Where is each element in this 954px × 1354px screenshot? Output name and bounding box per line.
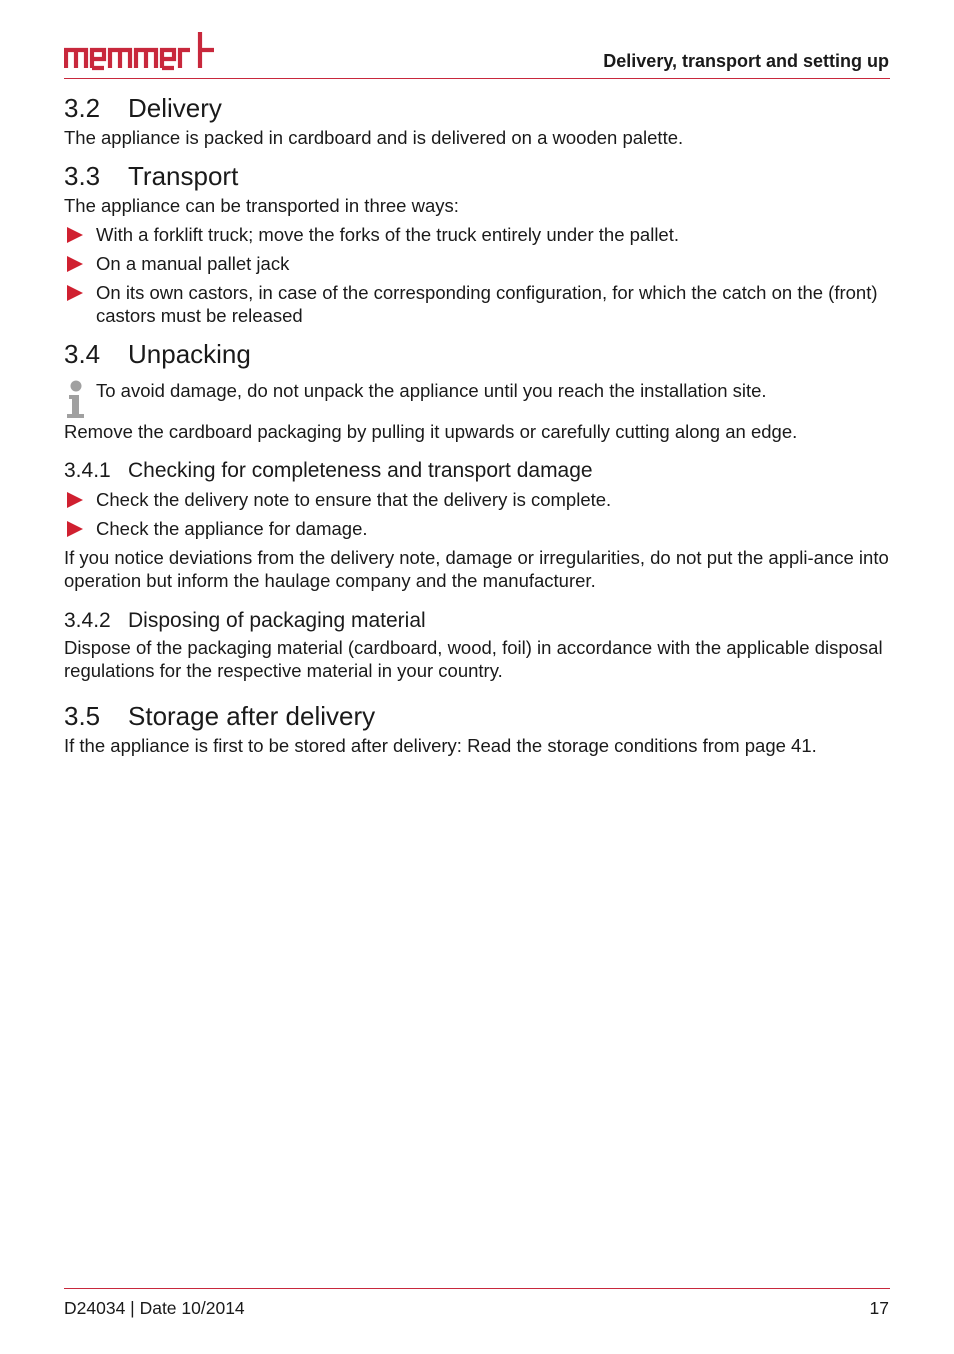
triangle-bullet-icon (67, 227, 83, 243)
section-title: Unpacking (128, 339, 251, 369)
list-item (64, 281, 890, 327)
section-title: Storage after delivery (128, 701, 376, 731)
transport-list (64, 223, 890, 327)
section-title: Delivery (128, 93, 222, 123)
list-item (64, 488, 890, 511)
section-heading-delivery (64, 90, 890, 126)
list-item-text: With a forklift truck; move the forks of the truck entirely under the pallet. (96, 224, 679, 245)
list-item-text: Check the appliance for damage. (96, 518, 368, 539)
section-number: 3.4 (64, 339, 101, 369)
section-heading-unpacking (64, 336, 890, 372)
subsection-title: Checking for completeness and transport damage (128, 459, 593, 482)
list-item-text: On its own castors, in case of the corresponding configuration, for which the catch on the (front) castors must be released (96, 282, 878, 326)
triangle-bullet-icon (67, 285, 83, 301)
disposal-text: Dispose of the packaging material (cardboard, wood, foil) in accordance with the applicable disposal regulations for the respective material in your country. (64, 637, 883, 681)
section-heading-storage (64, 698, 890, 734)
completeness-list (64, 488, 890, 540)
triangle-bullet-icon (67, 521, 83, 537)
section-number: 3.3 (64, 161, 101, 191)
page-content (64, 88, 890, 757)
list-item (64, 517, 890, 540)
header-title: Delivery, transport and setting up (603, 51, 889, 71)
subsection-number: 3.4.2 (64, 609, 111, 632)
storage-text: If the appliance is first to be stored after delivery: Read the storage conditions from page 41. (64, 735, 817, 756)
header-divider (64, 78, 890, 79)
completeness-text: If you notice deviations from the delivery note, damage or irregularities, do not put the appli-ance into operation but inform the haulage company and the manufacturer. (64, 547, 889, 591)
info-note-text: To avoid damage, do not unpack the appliance until you reach the installation site. (96, 380, 767, 401)
subsection-heading-disposal (64, 606, 890, 636)
delivery-text: The appliance is packed in cardboard and is delivered on a wooden palette. (64, 127, 684, 148)
list-item-text: Check the delivery note to ensure that the delivery is complete. (96, 489, 612, 510)
section-heading-transport (64, 158, 890, 194)
memmert-logo (64, 30, 216, 72)
footer-divider (64, 1288, 890, 1289)
info-note (64, 378, 890, 402)
unpacking-text: Remove the cardboard packaging by pulling it upwards or carefully cutting along an edge. (64, 421, 798, 442)
section-number: 3.5 (64, 701, 101, 731)
info-icon (64, 380, 88, 420)
triangle-bullet-icon (67, 492, 83, 508)
transport-intro: The appliance can be transported in three ways: (64, 195, 459, 216)
page-number: 17 (869, 1298, 889, 1318)
section-title: Transport (128, 161, 239, 191)
list-item (64, 252, 890, 275)
subsection-number: 3.4.1 (64, 459, 111, 482)
list-item-text: On a manual pallet jack (96, 253, 290, 274)
section-number: 3.2 (64, 93, 101, 123)
footer-document-info: D24034 | Date 10/2014 (64, 1298, 245, 1318)
subsection-heading-completeness (64, 456, 890, 486)
subsection-title: Disposing of packaging material (128, 609, 426, 632)
triangle-bullet-icon (67, 256, 83, 272)
list-item (64, 223, 890, 246)
